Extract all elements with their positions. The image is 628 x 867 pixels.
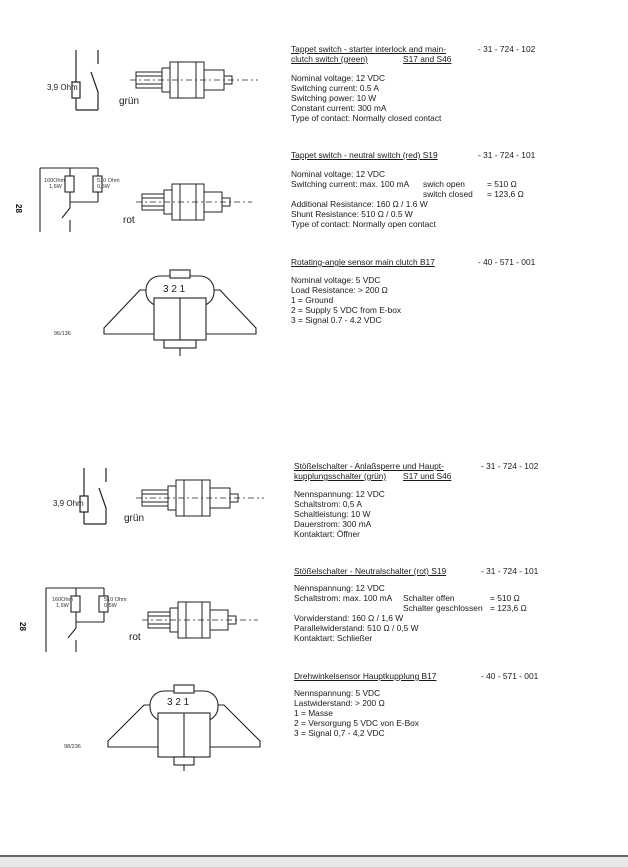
switch-state-closed-value: = 123,6 Ω [490,603,527,613]
spec-line: Schaltstrom: max. 100 mA [294,593,393,603]
spec-line: Schaltstrom: 0,5 A [294,499,362,509]
sensor-pin-numbers: 3 2 1 [167,697,190,708]
page-number-bottom: 28 [17,622,27,631]
section-title: Rotating-angle sensor main clutch B17 [291,257,435,267]
spec-line: Type of contact: Normally closed contact [291,113,442,123]
section-title-cont: kupplungsschalter (grün) [294,471,387,481]
resistor-label: 1,6W [49,184,62,190]
neutral-switch-drawing-de [142,598,262,644]
spec-line: 1 = Masse [294,708,333,718]
resistor-label: 3,9 Ohm [53,499,84,508]
switch-state-open-value: = 510 Ω [490,593,520,603]
spec-line: Constant current: 300 mA [291,103,387,113]
resistor-label: 1,6W [56,603,69,609]
tappet-switch-drawing [130,56,260,106]
section-title-ref: S17 und S46 [403,471,452,481]
spec-line: Dauerstrom: 300 mA [294,519,372,529]
spec-line: Vorwiderstand: 160 Ω / 1,6 W [294,613,404,623]
section-title: Stößelschalter - Anlaßsperre und Haupt- [294,461,444,471]
spec-line: 2 = Versorgung 5 VDC von E-Box [294,718,419,728]
spec-line: Nennspannung: 12 VDC [294,583,385,593]
spec-line: Parallelwiderstand: 510 Ω / 0,5 W [294,623,419,633]
spec-line: 2 = Supply 5 VDC from E-box [291,305,402,315]
spec-line: 3 = Signal 0,7 - 4,2 VDC [294,728,385,738]
color-label-green: grün [119,96,140,107]
neutral-switch-drawing [136,180,256,226]
part-number: - 31 - 724 - 101 [481,566,539,576]
section-title: Tappet switch - starter interlock and main- [291,44,446,54]
part-number: - 31 - 724 - 102 [481,461,539,471]
section-title: Drehwinkelsensor Hauptkupplung B17 [294,671,437,681]
switch-state-closed: switch closed [423,189,473,199]
part-number: - 31 - 724 - 102 [478,44,536,54]
spec-line: Kontaktart: Öffner [294,529,360,539]
part-number: - 40 - 571 - 001 [478,257,536,267]
spec-line: Additional Resistance: 160 Ω / 1.6 W [291,199,428,209]
spec-line: Nominal voltage: 12 VDC [291,73,386,83]
part-number: - 40 - 571 - 001 [481,671,539,681]
resistor-label: 0,5W [97,184,110,190]
spec-line: Switching current: 0.5 A [291,83,379,93]
spec-line: Switching power: 10 W [291,93,377,103]
section-title: Tappet switch - neutral switch (red) S19 [291,150,438,160]
switch-state-open: swich open [423,179,465,189]
tappet-switch-drawing-de [136,474,266,524]
neutral-circuit-diagram-de [44,580,124,660]
spec-line: Switching current: max. 100 mA [291,179,410,189]
section-title-cont: clutch switch (green) [291,54,368,64]
resistor-label: 3,9 Ohm [47,83,78,92]
spec-line: Schaltleistung: 10 W [294,509,371,519]
section-title-ref: S17 and S46 [403,54,452,64]
figure-number: 98/236 [64,744,81,750]
switch-state-closed: Schalter geschlossen [403,603,483,613]
resistor-label: 510 Ohm [97,178,120,184]
switch-state-closed-value: = 123,6 Ω [487,189,524,199]
angle-sensor-drawing [100,268,260,358]
neutral-circuit-diagram [38,160,118,240]
spec-line: Kontaktart: Schließer [294,633,373,643]
resistor-label: 160Ohm [52,597,74,603]
spec-line: Lastwiderstand: > 200 Ω [294,698,385,708]
spec-line: 1 = Ground [291,295,334,305]
section-title: Stößelschalter - Neutralschalter (rot) S19 [294,566,447,576]
spec-line: Nominal voltage: 12 VDC [291,169,386,179]
page-number-top: 28 [13,204,23,213]
spec-line: Load Resistance: > 200 Ω [291,285,388,295]
color-label-red: rot [129,632,141,643]
figure-number: 96/136 [54,331,71,337]
sensor-pin-numbers: 3 2 1 [163,284,186,295]
switch-state-open: Schalter offen [403,593,455,603]
spec-line: Nennspannung: 5 VDC [294,688,381,698]
spec-line: Shunt Resistance: 510 Ω / 0.5 W [291,209,413,219]
part-number: - 31 - 724 - 101 [478,150,536,160]
resistor-label: 0,5W [104,603,117,609]
spec-line: Type of contact: Normally open contact [291,219,436,229]
page-footer-bar [0,855,628,867]
switch-state-open-value: = 510 Ω [487,179,517,189]
resistor-label: 160Ohm [44,178,66,184]
spec-line: 3 = Signal 0.7 - 4.2 VDC [291,315,382,325]
resistor-label: 510 Ohm [104,597,127,603]
spec-line: Nominal voltage: 5 VDC [291,275,381,285]
spec-line: Nennspannung: 12 VDC [294,489,385,499]
color-label-red: rot [123,215,135,226]
color-label-green: grün [124,513,145,524]
